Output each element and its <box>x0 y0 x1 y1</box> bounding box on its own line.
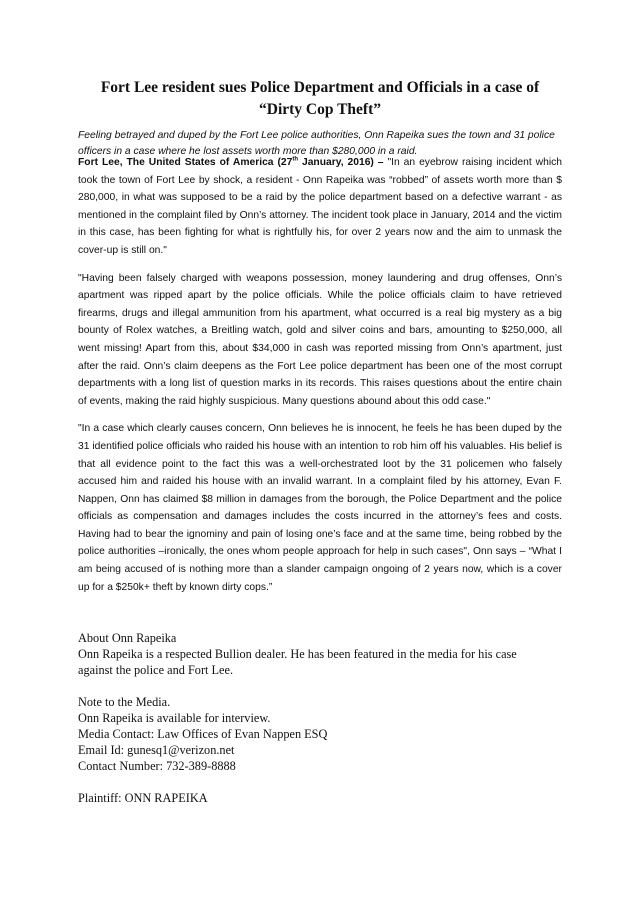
dateline-paragraph <box>78 154 562 260</box>
dateline-text: "In an eyebrow raising incident which took the town of Fort Lee by shock, a resident - Onn Rapeika was “robbed” of assets worth more than $ 280,000, in what was supposed to be a raid by the police department based on a defective warrant - as mentioned in the complaint filed by Onn’s attorney. The incident took place in January, 2014 and the victim in this case, has been fighting for what is rightfully his, for over 2 years now and the aim to unmask the cover-up is still on." <box>78 157 562 256</box>
plaintiff-line: Plaintiff: ONN RAPEIKA <box>78 791 208 805</box>
media-phone: Contact Number: 732-389-8888 <box>78 759 236 773</box>
press-release-footer <box>78 630 562 806</box>
about-heading: About Onn Rapeika <box>78 631 177 645</box>
press-release-title: Fort Lee resident sues Police Department and Officials in a case of “Dirty Cop Theft” <box>100 79 540 118</box>
press-release-body <box>78 154 562 606</box>
body-paragraph-1: "Having been falsely charged with weapons possession, money laundering and drug offenses, Onn’s apartment was ripped apart by the police officials. While the police officials claim to have retrieved firearms, drugs and illegal ammunition from his apartment, what occurred is a real big mystery as a big bounty of Rolex watches, a Breitling watch, gold and silver coins and bars, amounting to $250,000, all went missing! Apart from this, about $34,000 in cash was reported missing from Onn’s apartment, just after the raid. Onn’s claim deepens as the Fort Lee police department has been one of the most corrupt departments with a long list of question marks in its records. This raises questions about the entire chain of events, making the raid highly suspicious. Many questions abound about this odd case." <box>78 272 562 407</box>
body-paragraph-2: "In a case which clearly causes concern, Onn believes he is innocent, he feels he has been duped by the 31 identified police officials who raided his house with an intention to rob him off his valuables. His belief is that all evidence point to the fact this was a well-orchestrated loot by the 31 policemen who falsely accused him and raided his house with an invalid warrant. In a complaint filed by his attorney, Evan F. Nappen, Onn has claimed $8 million in damages from the borough, the Police Department and the police officials as compensation and damages includes the costs incurred in the attorney’s fees and costs. Having had to bear the ignominy and pain of losing one’s face and at the same time, being robbed by the police authorities –ironically, the ones whom people approach for help in such cases", Onn says – “What I am being accused of is nothing more than a slander campaign ongoing of 2 years now, which is a cover up for a $250k+ theft by known dirty cops.” <box>78 423 562 593</box>
about-line-2: against the police and Fort Lee. <box>78 663 234 677</box>
dateline-lead: Fort Lee, The United States of America (27th January, 2016) – <box>78 156 388 168</box>
media-note: Note to the Media. <box>78 695 171 709</box>
press-release-subtitle: Feeling betrayed and duped by the Fort Lee police authorities, Onn Rapeika sues the town and 31 police officers in a case where he lost assets worth more than $280,000 in a raid. <box>78 130 555 157</box>
media-available: Onn Rapeika is available for interview. <box>78 711 271 725</box>
media-contact: Media Contact: Law Offices of Evan Nappen ESQ <box>78 727 328 741</box>
media-email: Email Id: gunesq1@verizon.net <box>78 743 235 757</box>
about-line-1: Onn Rapeika is a respected Bullion dealer. He has been featured in the media for his case <box>78 647 517 661</box>
